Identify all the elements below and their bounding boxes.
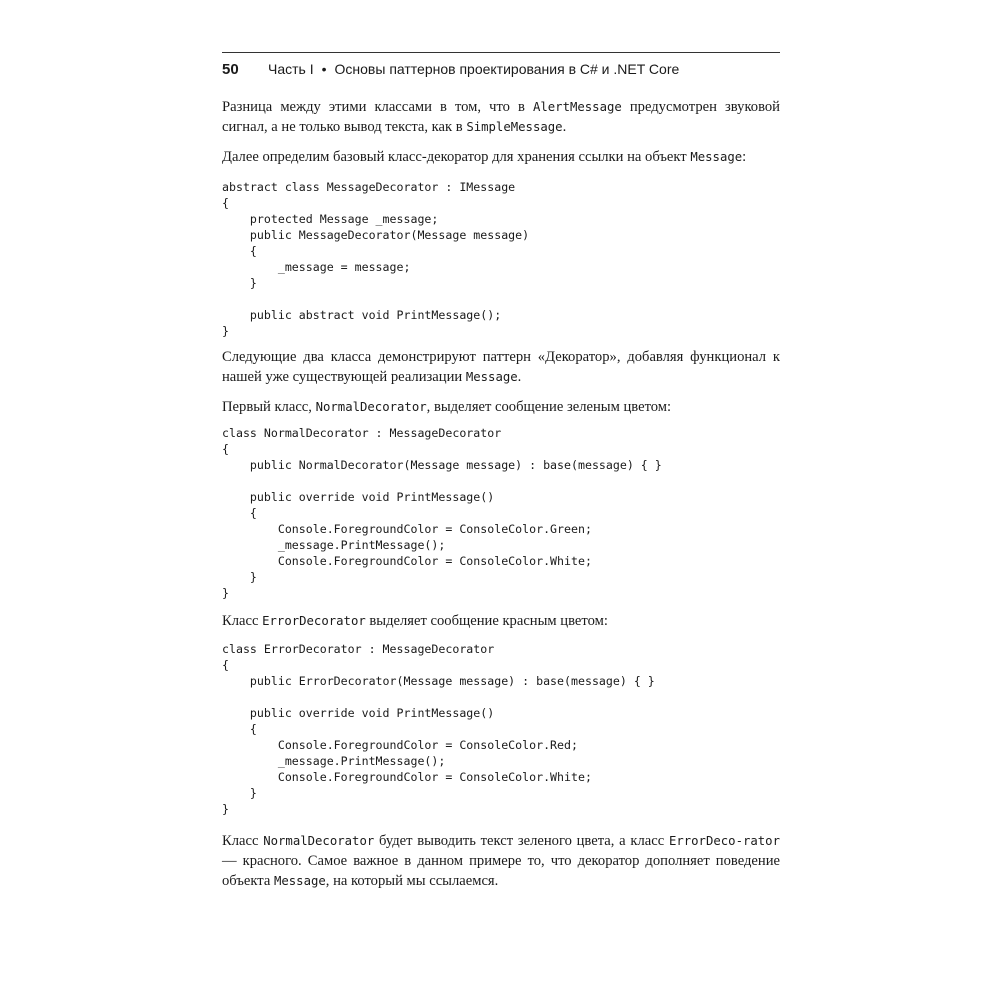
running-header <box>222 61 780 83</box>
paragraph-5 <box>222 611 780 631</box>
inline-code: ErrorDeco-rator <box>668 834 780 848</box>
header-rule <box>222 52 780 53</box>
inline-code: Message <box>690 150 743 164</box>
text: предусмотрен звуковой сигнал, а не только вывод текста, как в <box>222 99 780 135</box>
text: Далее определим базовый класс-декоратор для хранения ссылки на объект <box>222 149 691 165</box>
text: — красного. Самое важное в данном примере то, что декоратор дополняет поведение объекта <box>222 853 780 889</box>
code-block-normal-decorator: class NormalDecorator : MessageDecorator { public NormalDecorator(Message message) : base(message) { } public override void PrintMessage() { Console.ForegroundColor = ConsoleColor.Green; _message.PrintMessage(); Console.ForegroundColor = ConsoleColor.White; } } <box>222 426 662 600</box>
book-page <box>222 52 780 891</box>
header-title <box>268 61 679 77</box>
inline-code: Message <box>465 370 518 384</box>
paragraph-4 <box>222 397 780 417</box>
page-number: 50 <box>222 61 239 78</box>
part-label: Часть I <box>268 61 314 77</box>
text: Класс <box>222 613 263 629</box>
header-separator: • <box>321 61 327 77</box>
code-block-error-decorator: class ErrorDecorator : MessageDecorator { public ErrorDecorator(Message message) : base(message) { } public override void PrintMessage() { Console.ForegroundColor = ConsoleColor.Red; _message.PrintMessage(); Console.ForegroundColor = ConsoleColor.White; } } <box>222 642 655 816</box>
text: Разница между этими классами в том, что в <box>222 99 533 115</box>
text: . <box>562 119 567 135</box>
inline-code: AlertMessage <box>532 100 622 114</box>
paragraph-2 <box>222 147 780 167</box>
paragraph-3 <box>222 347 780 387</box>
text: , на который мы ссылаемся. <box>325 873 499 889</box>
paragraph-1 <box>222 97 780 137</box>
text: , выделяет сообщение зеленым цветом: <box>426 399 672 415</box>
paragraph-6 <box>222 831 780 891</box>
text: будет выводить текст зеленого цвета, а класс <box>374 833 669 849</box>
text: Первый класс, <box>222 399 316 415</box>
inline-code: NormalDecorator <box>315 400 427 414</box>
text: : <box>742 149 747 165</box>
inline-code: Message <box>273 874 326 888</box>
book-title: Основы паттернов проектирования в C# и .NET Core <box>334 61 680 77</box>
text: Класс <box>222 833 264 849</box>
text: Следующие два класса демонстрируют паттерн «Декоратор», добавляя функционал к нашей уже существующей реализации <box>222 349 780 385</box>
inline-code: SimpleMessage <box>466 120 563 134</box>
code-block-message-decorator: abstract class MessageDecorator : IMessage { protected Message _message; public MessageDecorator(Message message) { _message = message; } public abstract void PrintMessage(); } <box>222 180 530 338</box>
inline-code: ErrorDecorator <box>262 614 366 628</box>
text: . <box>517 369 522 385</box>
text: выделяет сообщение красным цветом: <box>365 613 608 629</box>
inline-code: NormalDecorator <box>263 834 375 848</box>
